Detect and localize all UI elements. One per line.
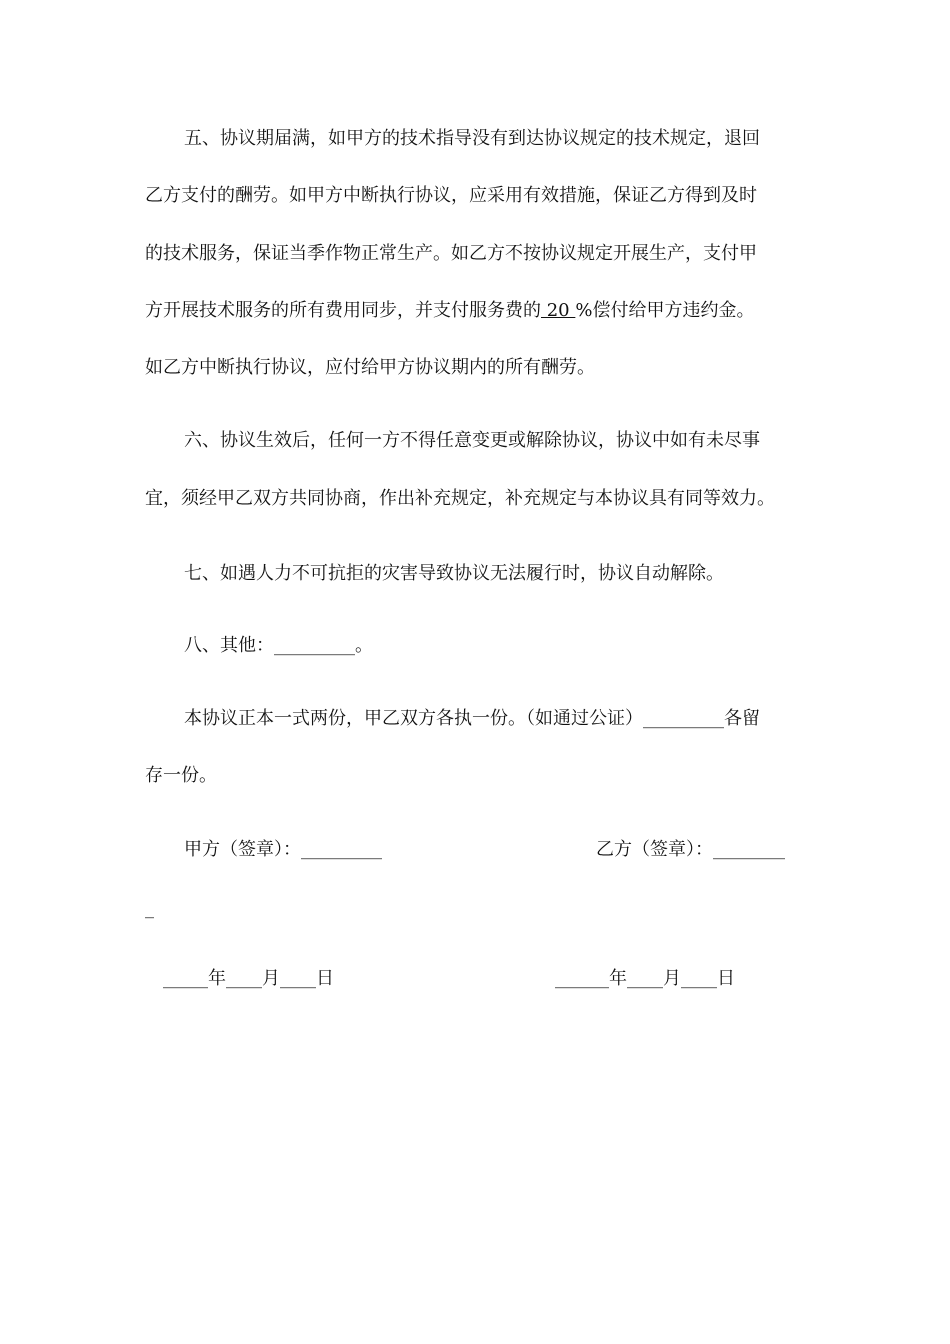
clause-8-line-1: 八、其他：_________。 [184,635,373,656]
clause-5-line-4-prefix: 方开展技术服务的所有费用同步，并支付服务费的 [145,300,541,321]
clause-5-line-4 [145,299,810,323]
clause-5-line-5: 如乙方中断执行协议，应付给甲方协议期内的所有酬劳。 [145,357,595,378]
clause-5-line-1: 五、协议期届满，如甲方的技术指导没有到达协议规定的技术规定，退回 [184,128,760,149]
clause-7-line-1: 七、如遇人力不可抗拒的灾害导致协议无法履行时，协议自动解除。 [184,563,724,584]
clause-5-line-4-suffix: %偿付给甲方违约金。 [575,300,755,321]
clause-6-line-2: 宜，须经甲乙双方共同协商，作出补充规定，补充规定与本协议具有同等效力。 [145,488,775,509]
clause-5-line-3: 的技术服务，保证当季作物正常生产。如乙方不按协议规定开展生产，支付甲 [145,243,757,264]
clause-5-line-2: 乙方支付的酬劳。如甲方中断执行协议，应采用有效措施，保证乙方得到及时 [145,185,757,206]
clause-6-line-1: 六、协议生效后，任何一方不得任意变更或解除协议，协议中如有未尽事 [184,430,760,451]
party-b-date: ______年____月____日 [555,968,735,989]
party-b-signature-overflow: _ [145,898,154,919]
party-b-signature: 乙方（签章）：________ [596,839,785,860]
copies-line-2: 存一份。 [145,765,217,786]
party-a-date: _____年____月____日 [163,968,334,989]
party-a-signature: 甲方（签章）：_________ [184,839,382,860]
penalty-percent-value: 20 [541,300,576,321]
copies-line-1: 本协议正本一式两份，甲乙双方各执一份。（如通过公证）_________各留 [184,708,760,729]
